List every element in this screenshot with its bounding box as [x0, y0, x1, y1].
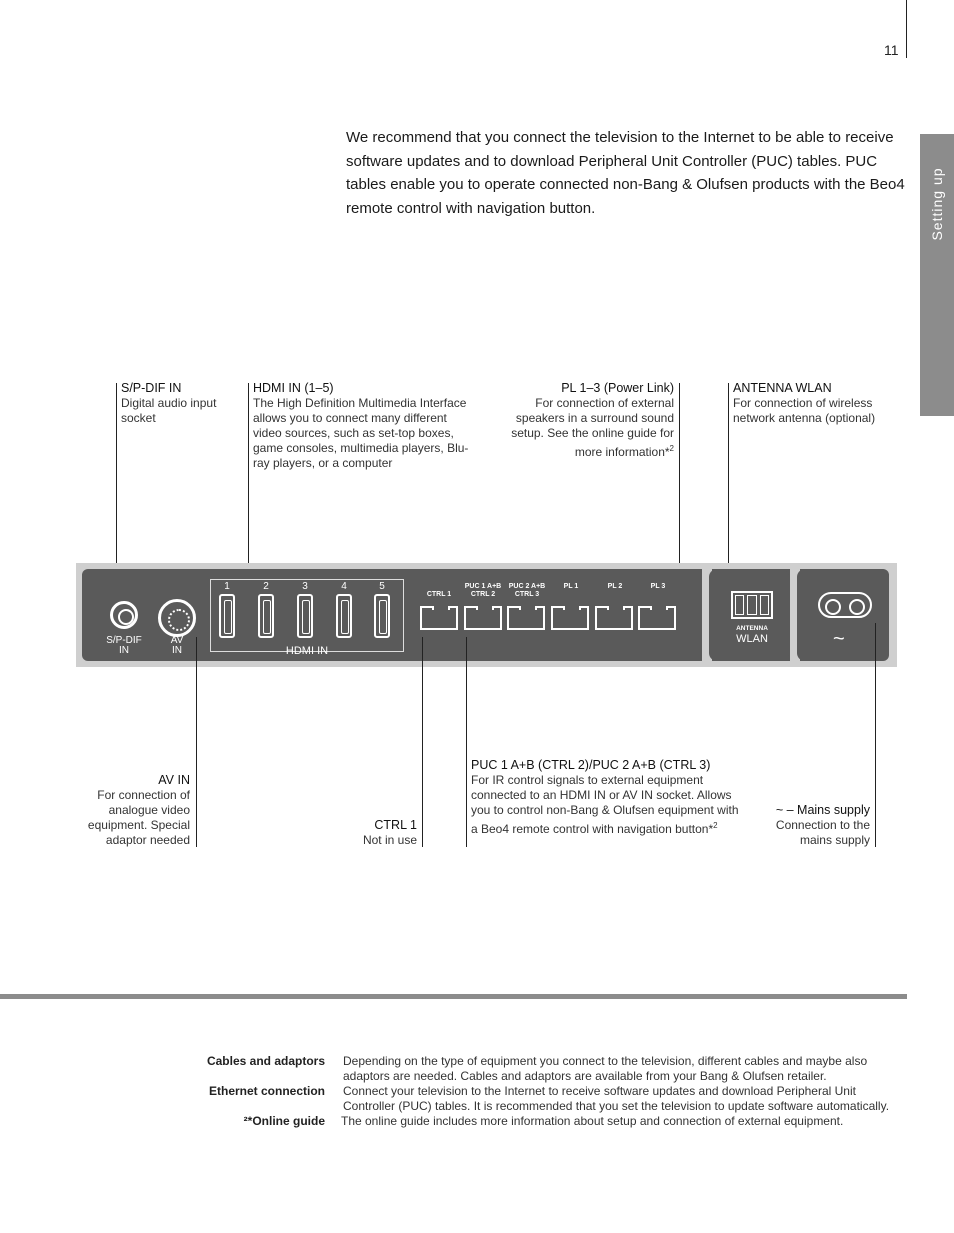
antenna-panel-label: ANTENNA: [736, 625, 768, 632]
note-body-cables: Depending on the type of equipment you connect to the television, different cables and maybe also adaptors are needed. Cables and adaptors are available from your Bang & Olufsen retailer.: [343, 1054, 868, 1083]
wlan-panel-label: WLAN: [736, 633, 768, 645]
callout-antenna-body: For connection of wireless network antenna (optional): [733, 396, 876, 425]
hdmi-number-4: 4: [341, 581, 347, 592]
spdif-socket-icon: [110, 601, 138, 629]
callout-avin-body: For connection of analogue video equipment. Special adaptor needed: [87, 788, 190, 847]
hdmi-panel-label: HDMI IN: [285, 645, 329, 657]
callout-puc-body: [471, 773, 747, 837]
page-top-rule: [906, 0, 907, 58]
callout-mains: [760, 803, 870, 848]
hdmi-number-3: 3: [302, 581, 308, 592]
note-body-online-guide: The online guide includes more information about setup and connection of external equipment.: [341, 1114, 844, 1128]
mains-tilde-icon: ~: [833, 628, 845, 650]
callout-hdmi-body: The High Definition Multimedia Interface allows you to connect many different video sources, such as set-top boxes, game consoles, multimedia players, Blu-ray players, or a computer: [253, 396, 469, 470]
callout-pl-title: PL 1–3 (Power Link): [561, 381, 674, 395]
hdmi-port-5-icon: [374, 594, 390, 638]
callout-puc-title: PUC 1 A+B (CTRL 2)/PUC 2 A+B (CTRL 3): [471, 758, 711, 772]
spdif-panel-label-1: S/P-DIF: [106, 635, 142, 646]
callout-avin: [70, 773, 190, 848]
callout-mains-title: ~ – Mains supply: [775, 803, 870, 817]
av-in-socket-icon: [158, 599, 196, 637]
hdmi-number-2: 2: [263, 581, 269, 592]
note-head-cables: Cables and adaptors: [206, 1054, 325, 1068]
callout-puc: [471, 758, 747, 837]
footnote-ref: 2: [713, 821, 718, 830]
note-head-online-guide: ²*Online guide: [243, 1114, 325, 1128]
callout-ctrl1: [320, 818, 417, 848]
ctrl1-panel-label: CTRL 1: [426, 591, 452, 598]
section-divider: [0, 994, 907, 999]
note-head-ethernet: Ethernet connection: [208, 1084, 325, 1098]
footnote-ref: 2: [669, 444, 674, 453]
callout-mains-body: Connection to the mains supply: [775, 818, 870, 847]
leader-line-avin: [196, 637, 197, 847]
pl2-panel-label: PL 2: [607, 583, 623, 590]
ctrl1-port-icon: [420, 606, 458, 630]
mains-socket-icon: [818, 592, 872, 618]
callout-hdmi: [253, 381, 473, 471]
puc2-port-icon: [507, 606, 545, 630]
hdmi-port-3-icon: [297, 594, 313, 638]
leader-line-pl: [679, 383, 680, 593]
av-panel-label: [160, 636, 194, 656]
callout-pl-body: [500, 396, 674, 460]
puc2-panel-label: [504, 583, 550, 599]
note-body-ethernet: Connect your television to the Internet to receive software updates and download Peripheral Unit Controller (PUC) tables. It is recommended that you set the television to update software automatically.: [343, 1084, 890, 1113]
section-tab-label: Setting up: [929, 167, 945, 241]
spdif-panel-label: [100, 636, 148, 656]
leader-line-mains: [875, 623, 876, 847]
av-panel-label-2: IN: [172, 645, 182, 656]
intro-paragraph: We recommend that you connect the television to the Internet to be able to receive software updates and to download Peripheral Unit Controller (PUC) tables. PUC tables enable you to operate connected non-Bang & Olufsen products with the Beo4 remote control with navigation button.: [346, 129, 905, 217]
pl1-panel-label: PL 1: [563, 583, 579, 590]
callout-pl: [500, 381, 674, 460]
hdmi-number-1: 1: [224, 581, 230, 592]
callout-hdmi-title: HDMI IN (1–5): [253, 381, 334, 395]
hdmi-port-2-icon: [258, 594, 274, 638]
hdmi-port-4-icon: [336, 594, 352, 638]
pl1-port-icon: [551, 606, 589, 630]
puc1-panel-label: [460, 583, 506, 599]
av-panel-label-1: AV: [170, 635, 184, 646]
leader-line-antenna: [728, 383, 729, 587]
callout-spdif-title: S/P-DIF IN: [121, 381, 182, 395]
section-tab: [920, 134, 954, 416]
page-number: 11: [884, 42, 899, 58]
callout-antenna: [733, 381, 903, 426]
pl3-port-icon: [638, 606, 676, 630]
callout-puc-text: For IR control signals to external equipment connected to an HDMI IN or AV IN socket. Allows you to control non-Bang & Olufsen equipment with a Beo4 remote control with navigation button*: [471, 773, 739, 836]
puc1-port-icon: [464, 606, 502, 630]
pl2-port-icon: [595, 606, 633, 630]
leader-line-ctrl1: [422, 637, 423, 847]
callout-antenna-title: ANTENNA WLAN: [733, 381, 832, 395]
callout-avin-title: AV IN: [158, 773, 190, 787]
puc2-panel-label-2: CTRL 3: [514, 591, 540, 598]
spdif-panel-label-2: IN: [119, 645, 129, 656]
puc1-panel-label-2: CTRL 2: [470, 591, 496, 598]
callout-pl-text: For connection of external speakers in a surround sound setup. See the online guide for more information*: [511, 396, 674, 459]
hdmi-port-1-icon: [219, 594, 235, 638]
callout-spdif-body: Digital audio input socket: [121, 396, 217, 425]
puc2-panel-label-1: PUC 2 A+B: [508, 583, 546, 590]
puc1-panel-label-1: PUC 1 A+B: [464, 583, 502, 590]
leader-line-puc: [466, 637, 467, 847]
hdmi-number-5: 5: [379, 581, 385, 592]
callout-ctrl1-body: Not in use: [362, 833, 417, 847]
callout-spdif: [121, 381, 241, 426]
antenna-port-icon: [731, 591, 773, 619]
leader-line-hdmi: [248, 383, 249, 579]
callout-ctrl1-title: CTRL 1: [374, 818, 417, 832]
pl3-panel-label: PL 3: [650, 583, 666, 590]
